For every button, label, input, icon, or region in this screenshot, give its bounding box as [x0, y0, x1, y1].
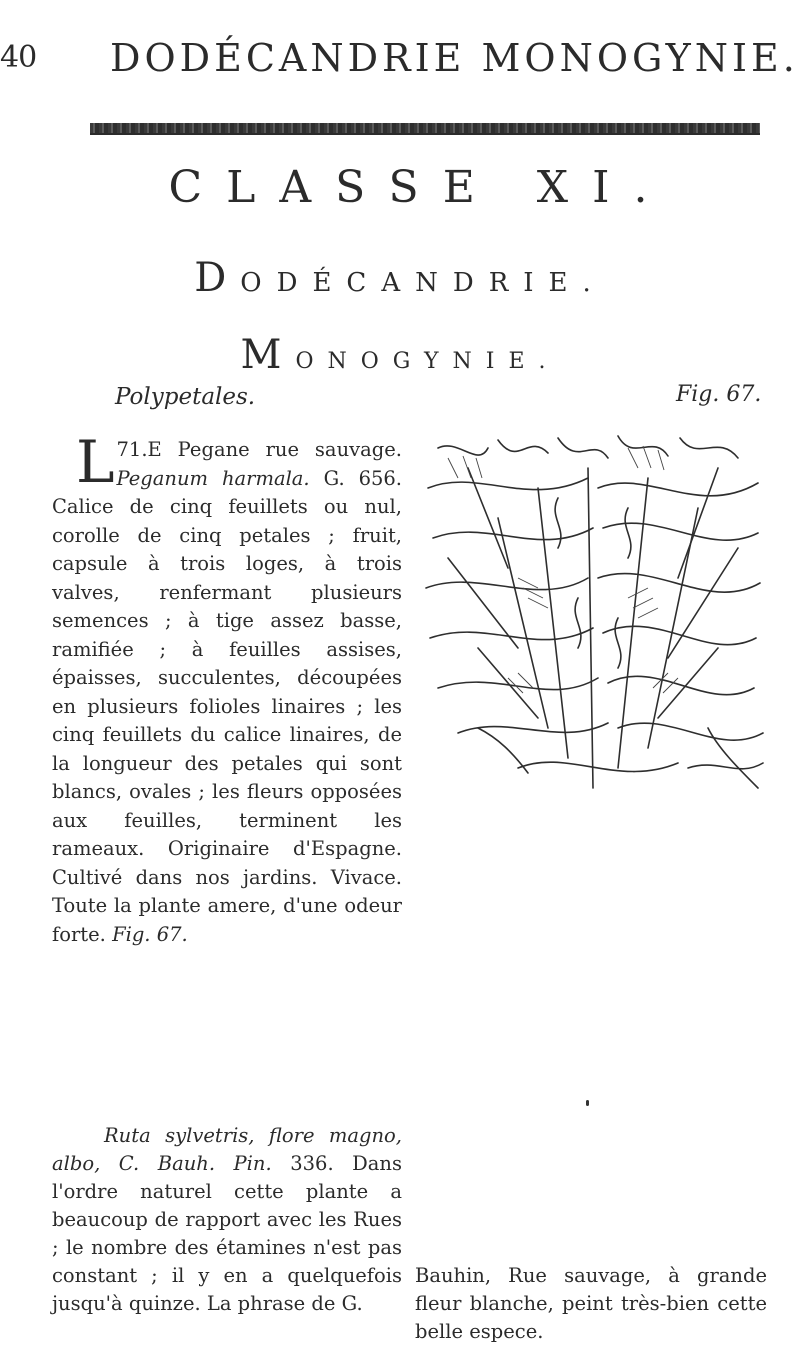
figure-label: Fig. 67. [676, 382, 762, 407]
synonym-text-b: Bauhin, Rue sauvage, à grande fleur blanche, peint très-bien cette belle espece. [415, 1264, 767, 1343]
synonym-text-a: 336. Dans l'ordre naturel cette plante a beaucoup de rapport avec les Rues ; le nombre des étamines n'est pas constant ; il y en a quelquefois jusqu'à quinze. La phrase de G. [52, 1152, 402, 1315]
class-title: CLASSE XI. [168, 162, 672, 213]
plant-illustration [418, 428, 766, 810]
monogynie-initial: M [240, 332, 296, 378]
dropcap: L [76, 428, 115, 496]
figure-reference: Fig. 67. [112, 922, 188, 946]
synonym-continuation [415, 1262, 767, 1346]
entry-lead: E Pegane rue sauvage. [147, 438, 402, 461]
section-title-dodecandrie [0, 255, 800, 301]
dodecandrie-rest: ODÉCANDRIE. [240, 268, 606, 298]
printer-mark [586, 1100, 589, 1106]
page-number: 40 [0, 40, 37, 75]
section-title-monogynie [0, 332, 800, 378]
entry-71 [52, 428, 403, 949]
entry-number: 71. [116, 438, 148, 461]
entry-description: G. 656. Calice de cinq feuillets ou nul, corolle de cinq petales ; fruit, capsule à trois loges, à trois valves, renfermant plusieurs semences ; à tige assez basse, ramifiée ; à feuilles assises, épaisses, succulentes, découpées en plusieurs folioles linaires ; les cinq feuillets du calice linaires, de la longueur des petales qui sont blancs, ovales ; les fleurs opposées aux feuilles, terminent les rameaux. Originaire d'Espagne. Cultivé dans nos jardins. Vivace. Toute la plante amere, d'une odeur forte. [52, 466, 403, 946]
ornamental-rule [90, 123, 760, 135]
running-title: DODÉCANDRIE MONOGYNIE. [110, 36, 799, 80]
dodecandrie-initial: D [194, 255, 241, 301]
subhead-polypetales: Polypetales. [115, 384, 256, 410]
latin-name: Peganum harmala. [116, 466, 310, 490]
running-head [0, 28, 800, 88]
monogynie-rest: ONOGYNIE. [295, 349, 560, 374]
synonym-paragraph [52, 1122, 402, 1318]
synonym-latin: Ruta sylvetris, flore magno, albo, C. Bauh. Pin. [52, 1124, 402, 1175]
